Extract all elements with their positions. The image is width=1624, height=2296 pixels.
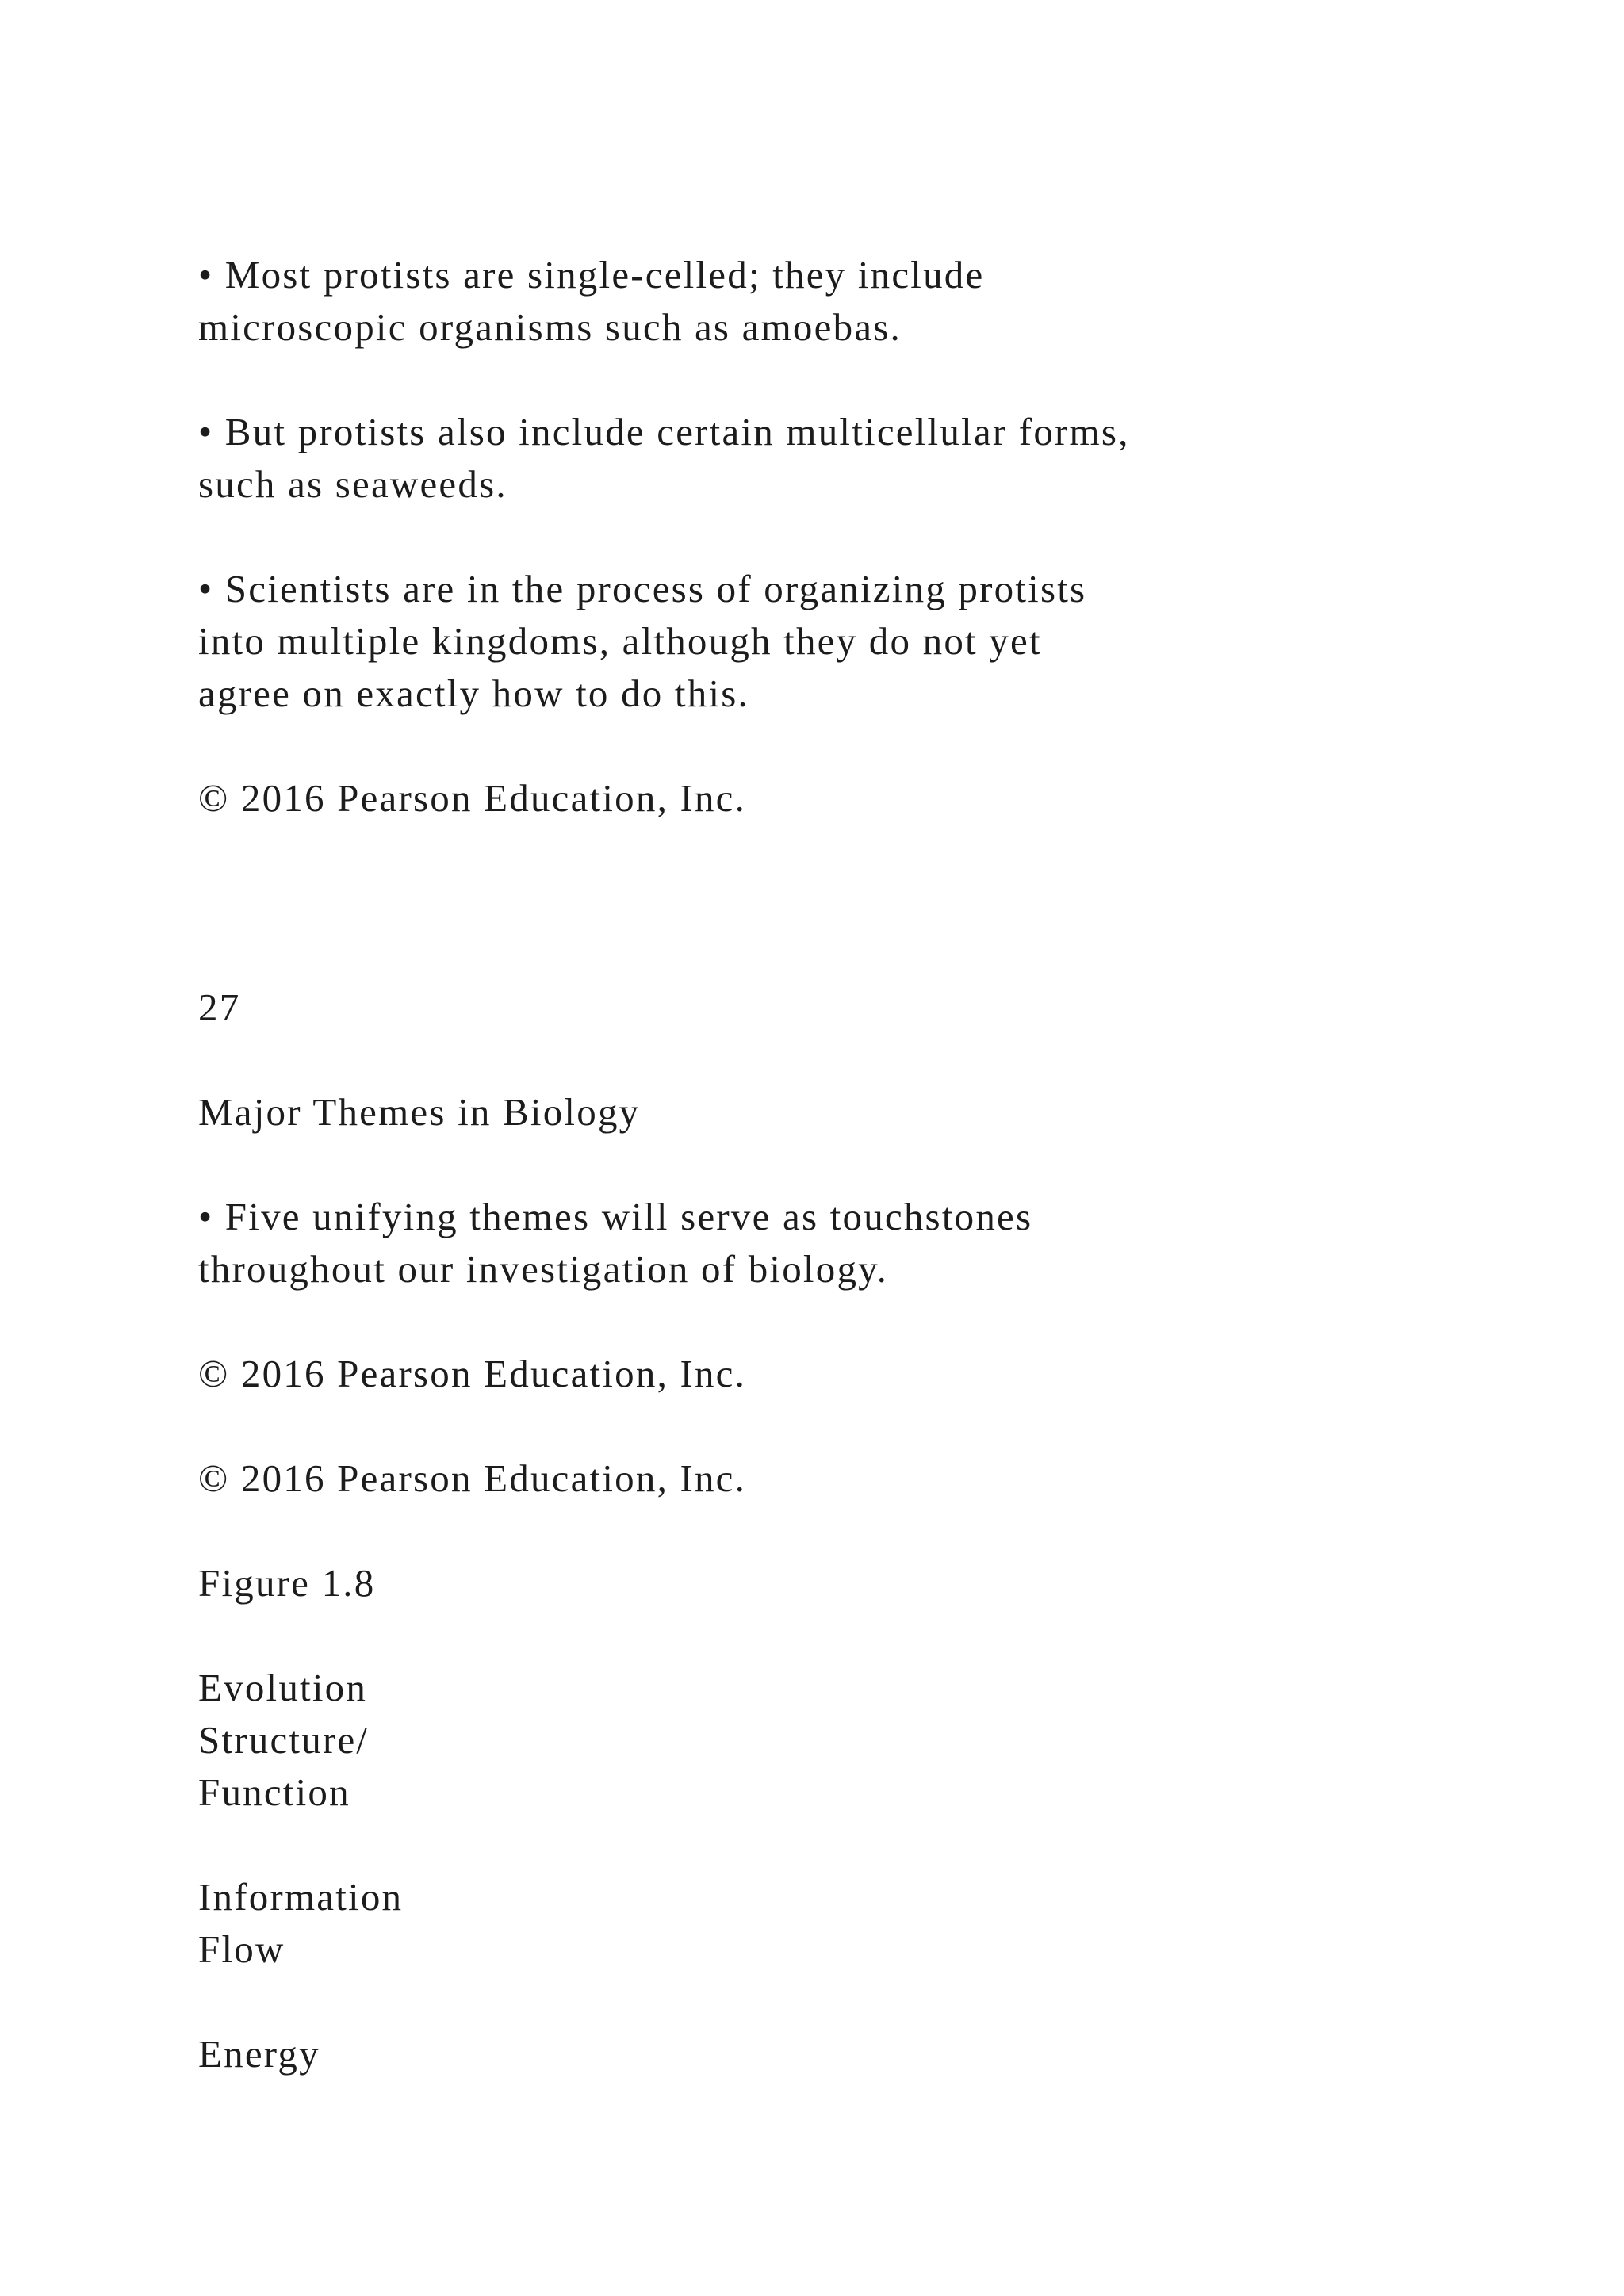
theme-information-flow-line-1: Information: [198, 1875, 404, 1919]
protists-bullet-1-line-1: • Most protists are single-celled; they include: [198, 253, 985, 297]
themes-bullet-line-1: • Five unifying themes will serve as touchstones: [198, 1195, 1033, 1238]
theme-energy: Energy: [198, 2032, 320, 2076]
protists-bullet-2-line-1: • But protists also include certain multicellular forms,: [198, 410, 1130, 453]
theme-structure-function-line-1: Structure/: [198, 1718, 370, 1762]
figure-label: Figure 1.8: [198, 1561, 376, 1605]
copyright-notice-1: © 2016 Pearson Education, Inc.: [198, 776, 747, 820]
protists-bullet-3-line-2: into multiple kingdoms, although they do not yet: [198, 619, 1042, 663]
section-heading: Major Themes in Biology: [198, 1090, 641, 1134]
slide-number: 27: [198, 985, 241, 1029]
protists-bullet-1-line-2: microscopic organisms such as amoebas.: [198, 305, 902, 349]
protists-bullet-3-line-3: agree on exactly how to do this.: [198, 672, 749, 715]
theme-evolution: Evolution: [198, 1666, 368, 1709]
themes-bullet-line-2: throughout our investigation of biology.: [198, 1247, 889, 1291]
protists-bullet-3-line-1: • Scientists are in the process of organizing protists: [198, 567, 1087, 610]
theme-information-flow-line-2: Flow: [198, 1927, 285, 1971]
protists-bullet-2-line-2: such as seaweeds.: [198, 462, 508, 506]
theme-structure-function-line-2: Function: [198, 1770, 350, 1814]
copyright-notice-2: © 2016 Pearson Education, Inc.: [198, 1352, 747, 1395]
copyright-notice-3: © 2016 Pearson Education, Inc.: [198, 1456, 747, 1500]
